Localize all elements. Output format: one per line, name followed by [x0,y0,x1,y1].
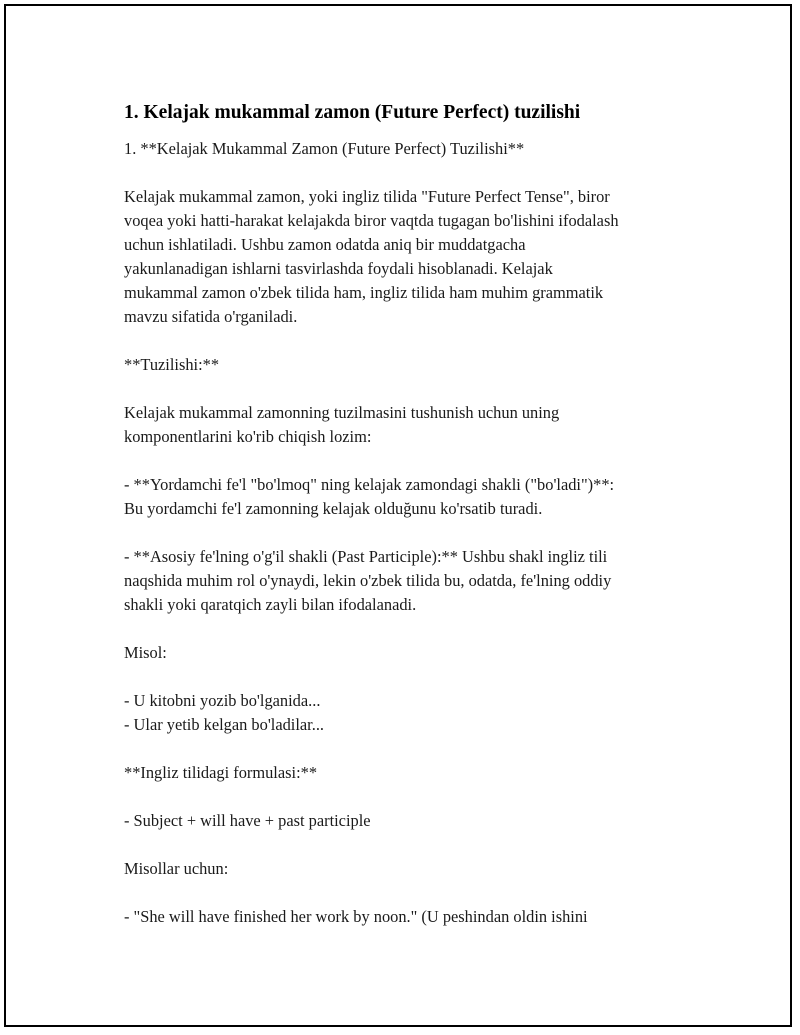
paragraph-structure-heading: **Tuzilishi:** [124,355,220,374]
paragraph-formula-heading: **Ingliz tilidagi formulasi:** [124,763,318,782]
paragraph-list [124,137,694,929]
page-frame [4,4,792,1027]
paragraph-formula: - Subject + will have + past participle [124,811,371,830]
paragraph-auxiliary-verb: - **Yordamchi fe'l "bo'lmoq" ning kelajak zamondagi shakli ("bo'ladi")**: Bu yordamchi fe'l zamonning kelajak olduğunu ko'rsatib turadi. [124,475,615,518]
paragraph-heading: 1. **Kelajak Mukammal Zamon (Future Perfect) Tuzilishi** [124,139,525,158]
document-body [124,100,694,953]
paragraph-structure-intro: Kelajak mukammal zamonning tuzilmasini tushunish uchun uning komponentlarini ko'rib chiqish lozim: [124,403,560,446]
document-title: 1. Kelajak mukammal zamon (Future Perfect) tuzilishi [124,102,581,123]
paragraph-main-verb: - **Asosiy fe'lning o'g'il shakli (Past Participle):** Ushbu shakl ingliz tili naqshida muhim rol o'ynaydi, lekin o'zbek tilida bu, odatda, fe'lning oddiy shakli yoki qaratqich zayli bilan ifodalanadi. [124,547,612,614]
paragraph-example-label: Misol: [124,643,167,662]
paragraph-english-example: - "She will have finished her work by noon." (U peshindan oldin ishini [124,907,588,926]
paragraph-intro: Kelajak mukammal zamon, yoki ingliz tilida "Future Perfect Tense", biror voqea yoki hatti-harakat kelajakda biror vaqtda tugagan bo'lishini ifodalash uchun ishlatiladi. Ushbu zamon odatda aniq bir muddatgacha yakunlanadigan ishlarni tasvirlashda foydali hisoblanadi. Kelajak mukammal zamon o'zbek tilida ham, ingliz tilida ham muhim grammatik mavzu sifatida o'rganiladi. [124,187,619,326]
paragraph-examples: - U kitobni yozib bo'lganida... - Ular yetib kelgan bo'ladilar... [124,691,325,734]
paragraph-examples-label: Misollar uchun: [124,859,229,878]
